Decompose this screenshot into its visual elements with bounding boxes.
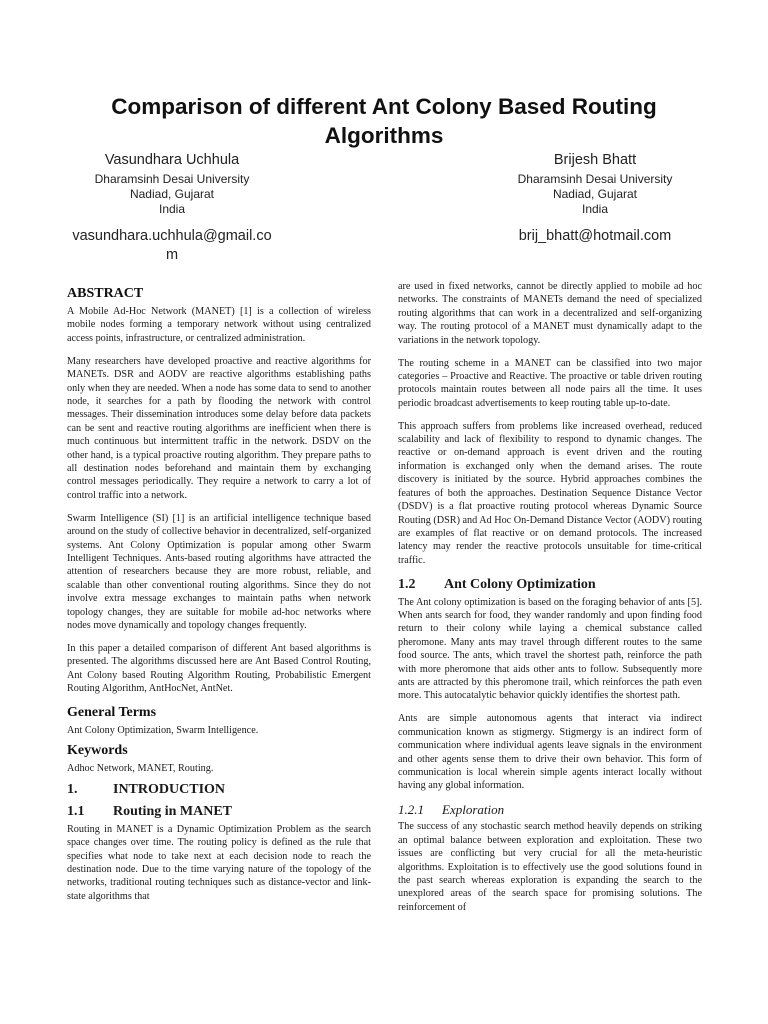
- author-block-1: [47, 151, 297, 265]
- body-paragraph-2: The routing scheme in a MANET can be classified into two major categories – Proactive and Reactive. The proactive or table driven routing protocols maintain routes between all node pairs all the time. It uses periodic broadcast advertisements to keep routing table up-to-date.: [398, 357, 702, 409]
- author-block-2: [470, 151, 720, 246]
- author-email[interactable]: [47, 227, 297, 265]
- body-paragraph-3: This approach suffers from problems like increased overhead, reduced scalability and lack of flexibility to respond to dynamic changes. The reactive or on-demand approach is event driven and the routing information is exchanged only when the demand arises. The route discovery is initiated by the source. Hybrid approaches combines the features of both the approaches. Destination Sequence Distance Vector (DSDV) is a flat proactive routing protocol whereas Dynamic Source Routing (DSR) and Ad Hoc On-Demand Distance Vector (AODV) routing are examples of flat reactive or on demand protocols. The increased latency may render the reactive protocols unsuitable for time-critical traffic.: [398, 420, 702, 566]
- author-country: India: [158, 202, 186, 216]
- author-city: Nadiad, Gujarat: [129, 187, 215, 201]
- author-email-line1: brij_bhatt@hotmail.com: [518, 228, 672, 244]
- section-number: 1.: [67, 781, 78, 797]
- author-affiliation: Dharamsinh Desai University: [94, 172, 250, 186]
- section-heading-introduction: [67, 782, 371, 798]
- author-email-line2: m: [165, 247, 179, 263]
- author-name: Vasundhara Uchhula: [104, 152, 240, 168]
- keywords-heading: Keywords: [67, 743, 128, 759]
- author-name: Brijesh Bhatt: [553, 152, 637, 168]
- section-number: 1.1: [67, 803, 85, 819]
- body-paragraph-1: are used in fixed networks, cannot be directly applied to mobile ad hoc networks. The constraints of MANETs demand the need of specialized routing algorithms that can work in a decentralized and self-organizing way. The routing protocol of a MANET must dynamically adapt to the variations in the network topology.: [398, 281, 702, 346]
- aco-paragraph-2: Ants are simple autonomous agents that interact via indirect communication known as stigmergy. Stigmergy is an indirect form of communication where individual agents leave signals in the environment and other agents sense them to drive their own behavior. This form of communication is local wherein simple agents interact locally without having any global information.: [398, 713, 702, 792]
- exploration-paragraph-1: The success of any stochastic search method heavily depends on striking an optimal balance between exploration and exploitation. These two issues are conflicting but very crucial for all the meta-heuristic algorithms. Exploitation is to effectively use the good solutions found in the past search whereas exploration is expanding the search to the unexplored areas of the search space for promising solutions. The reinforcement of: [398, 821, 702, 913]
- routing-paragraph-1: Routing in MANET is a Dynamic Optimization Problem as the search space changes over time. The routing policy is defined as the rule that specifies what node to take next at each decision node to reach the destination node. Due to the time varying nature of the topology of the networks, traditional routing techniques such as distance-vector and link-state algorithms that: [67, 823, 371, 902]
- keywords-text: Adhoc Network, MANET, Routing.: [67, 763, 214, 775]
- abstract-heading: ABSTRACT: [67, 286, 144, 301]
- abstract-paragraph-1: A Mobile Ad-Hoc Network (MANET) [1] is a collection of wireless mobile nodes forming a temporary network without using centralized access points, infrastructure, or centralized administration.: [67, 306, 371, 344]
- author-country: India: [581, 202, 609, 216]
- section-title: Routing in MANET: [113, 803, 233, 819]
- section-heading-aco: [398, 577, 702, 593]
- section-title: INTRODUCTION: [113, 781, 226, 797]
- section-number: 1.2: [398, 576, 416, 592]
- abstract-paragraph-3: Swarm Intelligence (SI) [1] is an artificial intelligence technique based around on the study of collective behavior in decentralized, self-organized systems. Ant Colony Optimization is popular among other Swarm Intelligent Techniques. Ants-based routing algorithms have attracted the attention of researchers because they are more robust, reliable, and scalable than other conventional routing algorithms. Since they do not involve extra message exchanges to maintain paths when network topology changes, they are suitable for mobile ad-hoc networks where nodes move dynamically and topology changes frequently.: [67, 512, 371, 631]
- section-title: Ant Colony Optimization: [444, 576, 596, 592]
- section-number: 1.2.1: [398, 802, 424, 818]
- author-email[interactable]: [470, 227, 720, 246]
- abstract-paragraph-4: In this paper a detailed comparison of different Ant based algorithms is presented. The algorithms discussed here are Ant Based Control Routing, Ant Colony based Routing Algorithm Routing, Probabilistic Emergent Routing Algorithm, AntHocNet, AntNet.: [67, 642, 371, 695]
- aco-paragraph-1: The Ant colony optimization is based on the foraging behavior of ants [5]. When ants search for food, they wander randomly and upon finding food return to their colony while laying a chemical substance called pheromone. Many ants may travel through different routes to the same food source. The ants, which travel the shortest path, reinforce the path with more pheromone that aids other ants to follow. Subsequently more ants are attracted by this pheromone trail, which reinforces the path even more. This autocatalytic behavior quickly identifies the shortest path.: [398, 596, 702, 702]
- section-title: Exploration: [442, 802, 505, 818]
- section-heading-exploration: [398, 802, 702, 817]
- general-terms-heading: General Terms: [67, 704, 157, 720]
- section-heading-routing: [67, 804, 371, 820]
- right-column: [398, 280, 702, 924]
- general-terms-text: Ant Colony Optimization, Swarm Intelligence.: [67, 724, 259, 736]
- abstract-paragraph-2: Many researchers have developed proactive and reactive algorithms for MANETs. DSR and AODV are reactive algorithms establishing paths only when they are needed. When a node has some data to send to another node, it searches for a path by flooding the network with control messages. Their dissemination introduces some delay before data packets can be sent and reactive routing algorithms are inefficient when there is much continuous but intermittent traffic in the network. DSDV on the other hand, is a typical proactive routing algorithm. They prepare paths to all destination nodes beforehand and maintain them by exchanging control messages periodically. They require a network to carry a lot of control traffic into a network.: [67, 355, 371, 501]
- author-city: Nadiad, Gujarat: [552, 187, 638, 201]
- left-column: [67, 280, 371, 913]
- author-email-line1: vasundhara.uchhula@gmail.co: [72, 228, 272, 244]
- paper-title: Comparison of different Ant Colony Based Routing Algorithms: [111, 94, 657, 148]
- author-affiliation: Dharamsinh Desai University: [517, 172, 673, 186]
